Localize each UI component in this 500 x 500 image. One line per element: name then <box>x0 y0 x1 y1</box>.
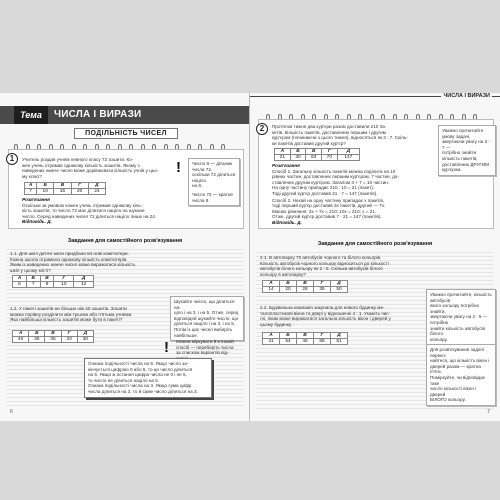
divisibility-rules-note: Ознака подільності числа на 5. Якщо число за- кінчується цифрою 0 або 5, то це число ділиться на 5. Якщо ж остання цифра числа не 0 і не 5, то число не ділиться націло на 5. Ознака подільності числа на 3. Якщо сума цифр числа ділиться на 3, то й саме число ділиться на 3. <box>84 358 212 398</box>
task-2-1-text: 2.1. В автопарку 70 автобусів чорного та білого кольорів. Кількість автобусів чорного кольору відноситься до кількості автобусів білого кольору як 2 : 5. Скільки автобусів білого кольору в автопарку? <box>260 255 389 277</box>
example-number: 1 <box>6 153 18 165</box>
answer-table-task-1-1: А Б В Г Д 6 7 8 10 12 <box>12 275 94 288</box>
tasks-title: Завдання для самостійного розв'язування <box>317 241 433 247</box>
answer-table-task-1-2: А Б В Г Д 40 36 35 33 30 <box>12 330 94 343</box>
task-1-2-text: 1.2. У пакеті зошитів не більше ніж 40 зошитів. Зошити можна порівну розділити між трьома або п'ятьма учнями. Яка найбільша кількість зошитів може бути в пакеті? <box>10 306 133 323</box>
exclamation-icon: ! <box>176 159 181 176</box>
hint-note-buses: Уважно прочитайте, кількість автобусів якого кольору потрібно знайти, звертаючи увагу на 2 : 5 — потрібно знайти кількість автобусів білого кольору. <box>426 289 496 345</box>
answer-table-example-2: А Б В Г Д 21 30 63 70 147 <box>274 148 360 161</box>
topic-tag: Тема <box>14 106 48 124</box>
example-number: 2 <box>256 123 268 135</box>
right-page <box>250 93 500 421</box>
example-1-solution: Розв'язання Оскільки за умовою кожен учень отримав однакову кіль- кість зошитів, то число 72 має ділитися націло на шукане число. Серед наведених чисел 72 ділиться націло лише на 24. Відповідь. Д. <box>22 197 157 225</box>
example-2-text: Протягом тижня два кур'єри разом доставили 210 па- кетів. Кількість пакетів, доставлених першим і другим кур'єром (починаючи з цього тижня), відносяться як 3 : 7. Скіль- ки пакетів доставив другий кур'єр? <box>272 124 408 146</box>
hint-note-windows: Для розв'язування задачі переко- найтеся, що кількість вікон і дверей разом — кратна п'яти. Поміркуйте, чи відповідає таке число кількості вікон і дверей БІЛОГО кольору. <box>426 344 496 406</box>
page-number: 7 <box>487 409 490 415</box>
section-title: ПОДІЛЬНІСТЬ ЧИСЕЛ <box>74 128 178 139</box>
example-2-solution: Розв'язання Спосіб 1. Загальну кількість пакетів можна поділити на 10 рівних частин, доставлених першим кур'єром, 7 частин, до- ставлених другим кур'єром. Загалом 3 + 7 = 10 частин. На одну частину припадає 210 : 10 = 21 (пакет). Тоді другий кур'єр доставив 21 · 7 = 147 (пакетів). Спосіб 2. Нехай на одну частину припадає x пакетів, тоді перший кур'єр доставив 3x пакетів, другий — 7x. Маємо рівняння: 3x + 7x = 210; 10x = 210; x = 21. Отже, другий кур'єр доставив 7 · 21 = 147 (пакетів). Відповідь. Д. <box>272 163 399 225</box>
answer-table-task-2-2: А Б В Г Д 41 54 45 88 81 <box>262 332 348 345</box>
tasks-title: Завдання для самостійного розв'язування <box>67 238 183 244</box>
left-page <box>0 93 250 421</box>
answer-table-example-1: А Б В Г Д 7 10 15 20 24 <box>24 182 106 195</box>
hint-note-alternative: Можна міркувати й в інший спосіб — переберіть числа за списком варіантів від- <box>176 339 234 356</box>
running-header: ЧИСЛА І ВИРАЗИ <box>443 93 490 99</box>
hint-note-divisible: Шукайте число, що ділиться на- ціло і на 3, і на 5. Отже, серед відповідей шукайте число, що ділиться націло і на 3, і на 5. Потім із цих чисел виберіть найбільше. <box>170 296 244 341</box>
task-1-1-text: 1.1. Для шкіл дитячі мати придбали 84 нові комп'ютери. Кожна школа отримала однакову кількість комп'ютерів. Яким із наведених нижче чисел може виражатися кількість шкіл у цьому місті? <box>10 251 136 273</box>
exclamation-icon: ! <box>164 339 169 356</box>
hint-note-ratio: Уважно прочитайте умову задачі, звертаючи увагу на 3 : 7 — потрібно знайти кількість пакетів, доставлених ДРУГИМ кур'єром. <box>438 125 496 176</box>
task-2-2-text: 2.2. Будівельна компанія закупила для нового будинку ме- талопластикові вікна та двері у відношенні 4 : 1. Укажіть чис- ло, яким може виражатися загальна кількість вікон і дверей у цьому будинку. <box>260 305 391 327</box>
answer-table-task-2-1: А Б В Г Д 14 20 28 35 50 <box>262 280 348 293</box>
example-1-text: Учитель роздав учням певного класу 72 зошити. Ко- жен учень отримав однакову кількість зошитів. Якому з наведених нижче чисел може дорівнювати кількість учнів у цьо- му класі? <box>22 157 159 179</box>
page-number: 6 <box>10 409 13 415</box>
topic-title: ЧИСЛА І ВИРАЗИ <box>54 109 142 120</box>
note-divisor: Число 8 — дільник числа 72, оскільки 72 ділиться націло на 8. Число 72 — кратне числа 8. <box>188 158 240 206</box>
